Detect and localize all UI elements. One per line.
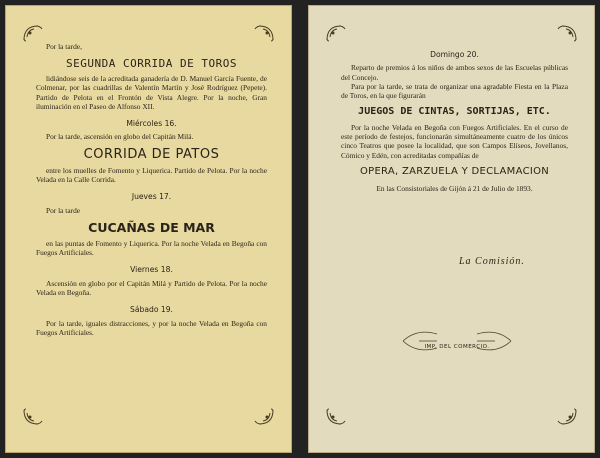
corner-ornament-icon	[556, 24, 578, 42]
day-description: Por la tarde	[46, 205, 81, 215]
paragraph: Por la noche Velada en Begoña con Fuegos Artificiales. En el curso de este período de festejos, funcionarán simultáneamente cuatro de los únicos cinco Teatros que posee la localidad, que son Campos Elíseos, Jovellanos, Cómico y Edén, con acreditadas compañías de	[341, 122, 568, 160]
event-title: JUEGOS DE CINTAS, SORTIJAS, ETC.	[358, 106, 551, 118]
day-heading: Domingo 20.	[430, 50, 479, 59]
day-heading: Viernes 18.	[130, 265, 173, 275]
imprint-flourish-icon	[397, 324, 517, 358]
corner-ornament-icon	[253, 408, 275, 426]
day-heading: Miércoles 16.	[126, 119, 177, 128]
corner-ornament-icon	[22, 408, 44, 426]
corner-ornament-icon	[556, 408, 578, 426]
paragraph: Reparto de premios á los niños de ambos sexos de las Escuelas públicas del Concejo.	[341, 63, 568, 82]
left-page	[5, 5, 292, 453]
date-line: En las Consistoriales de Gijón á 21 de Julio de 1893.	[376, 184, 533, 194]
event-title: SEGUNDA CORRIDA DE TOROS	[66, 57, 237, 71]
paragraph: Para por la tarde, se trata de organizar una agradable Fiesta en la Plaza de Toros, en la que figurarán	[341, 81, 568, 101]
event-description: lidiándose seis de la acreditada ganadería de D. Manuel García Fuente, de Colmenar, por las cuadrillas de Valentín Martín y José Rodríguez (Pepete). Partido de Pelota en el Frontón de Vista Alegre. Por la noche, Gran iluminación en el Paseo de Alfonso XII.	[36, 74, 267, 111]
day-heading: Jueves 17.	[131, 192, 172, 202]
signature: La Comisión.	[459, 256, 525, 267]
event-description: en las puntas de Fomento y Liquerica. Por la noche Velada en Begoña con Fuegos Artificiales.	[36, 238, 267, 258]
left-page-content	[36, 42, 267, 337]
corner-ornament-icon	[22, 24, 44, 42]
day-description: Ascensión en globo por el Capitán Milá y Partido de Pelota. Por la noche Velada en Begoña.	[36, 278, 267, 298]
event-description: entre los muelles de Fomento y Liquerica. Partido de Pelota. Por la noche Velada en la Calle Corrida.	[36, 165, 267, 185]
day-heading: Sábado 19.	[130, 305, 173, 315]
day-description: Por la tarde, ascensión en globo del Capitán Milá.	[46, 132, 194, 142]
right-page	[308, 5, 595, 453]
event-title: CORRIDA DE PATOS	[83, 146, 220, 162]
day-description: Por la tarde, iguales distracciones, y por la noche Velada en Begoña con Fuegos Artificiales.	[36, 318, 267, 338]
corner-ornament-icon	[325, 408, 347, 426]
printer-imprint	[397, 324, 517, 358]
imprint-text: IMP. DEL COMERCIO.	[424, 344, 490, 350]
corner-ornament-icon	[253, 24, 275, 42]
intro-text: Por la tarde,	[46, 42, 82, 51]
corner-ornament-icon	[325, 24, 347, 42]
right-page-content	[341, 50, 568, 194]
event-title: CUCAÑAS DE MAR	[88, 220, 215, 236]
event-title: OPERA, ZARZUELA Y DECLAMACION	[359, 165, 550, 177]
